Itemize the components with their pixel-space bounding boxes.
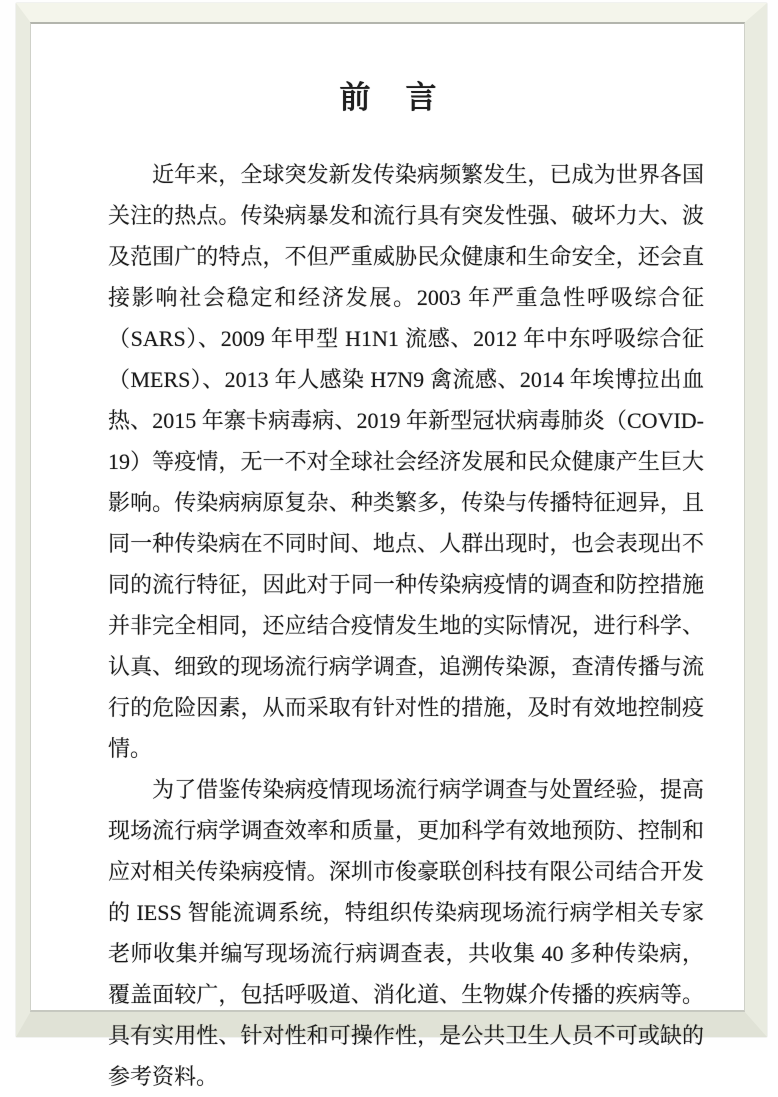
document-body <box>108 154 704 1097</box>
paragraph: 为了借鉴传染病疫情现场流行病学调查与处置经验，提高现场流行病学调查效率和质量，更加科学有效地预防、控制和应对相关传染病疫情。深圳市俊豪联创科技有限公司结合开发的 IESS 智能流调系统，特组织传染病现场流行病学相关专家老师收集并编写现场流行病调查表，共收集 40 多种传染病，覆盖面较广，包括呼吸道、消化道、生物媒介传播的疾病等。具有实用性、针对性和可操作性，是公共卫生人员不可或缺的参考资料。 <box>108 777 704 1089</box>
page-title: 前 言 <box>339 80 439 115</box>
paragraph: 近年来，全球突发新发传染病频繁发生，已成为世界各国关注的热点。传染病暴发和流行具有突发性强、破坏力大、波及范围广的特点，不但严重威胁民众健康和生命安全，还会直接影响社会稳定和经济发展。2003 年严重急性呼吸综合征（SARS）、2009 年甲型 H1N1 流感、2012 年中东呼吸综合征（MERS）、2013 年人感染 H7N9 禽流感、2014 年埃博拉出血热、2015 年寨卡病毒病、2019 年新型冠状病毒肺炎（COVID-19）等疫情，无一不对全球社会经济发展和民众健康产生巨大影响。传染病病原复杂、种类繁多，传染与传播特征迥异，且同一种传染病在不同时间、地点、人群出现时，也会表现出不同的流行特征，因此对于同一种传染病疫情的调查和防控措施并非完全相同，还应结合疫情发生地的实际情况，进行科学、认真、细致的现场流行病学调查，追溯传染源，查清传播与流行的危险因素，从而采取有针对性的措施，及时有效地控制疫情。 <box>108 162 704 761</box>
